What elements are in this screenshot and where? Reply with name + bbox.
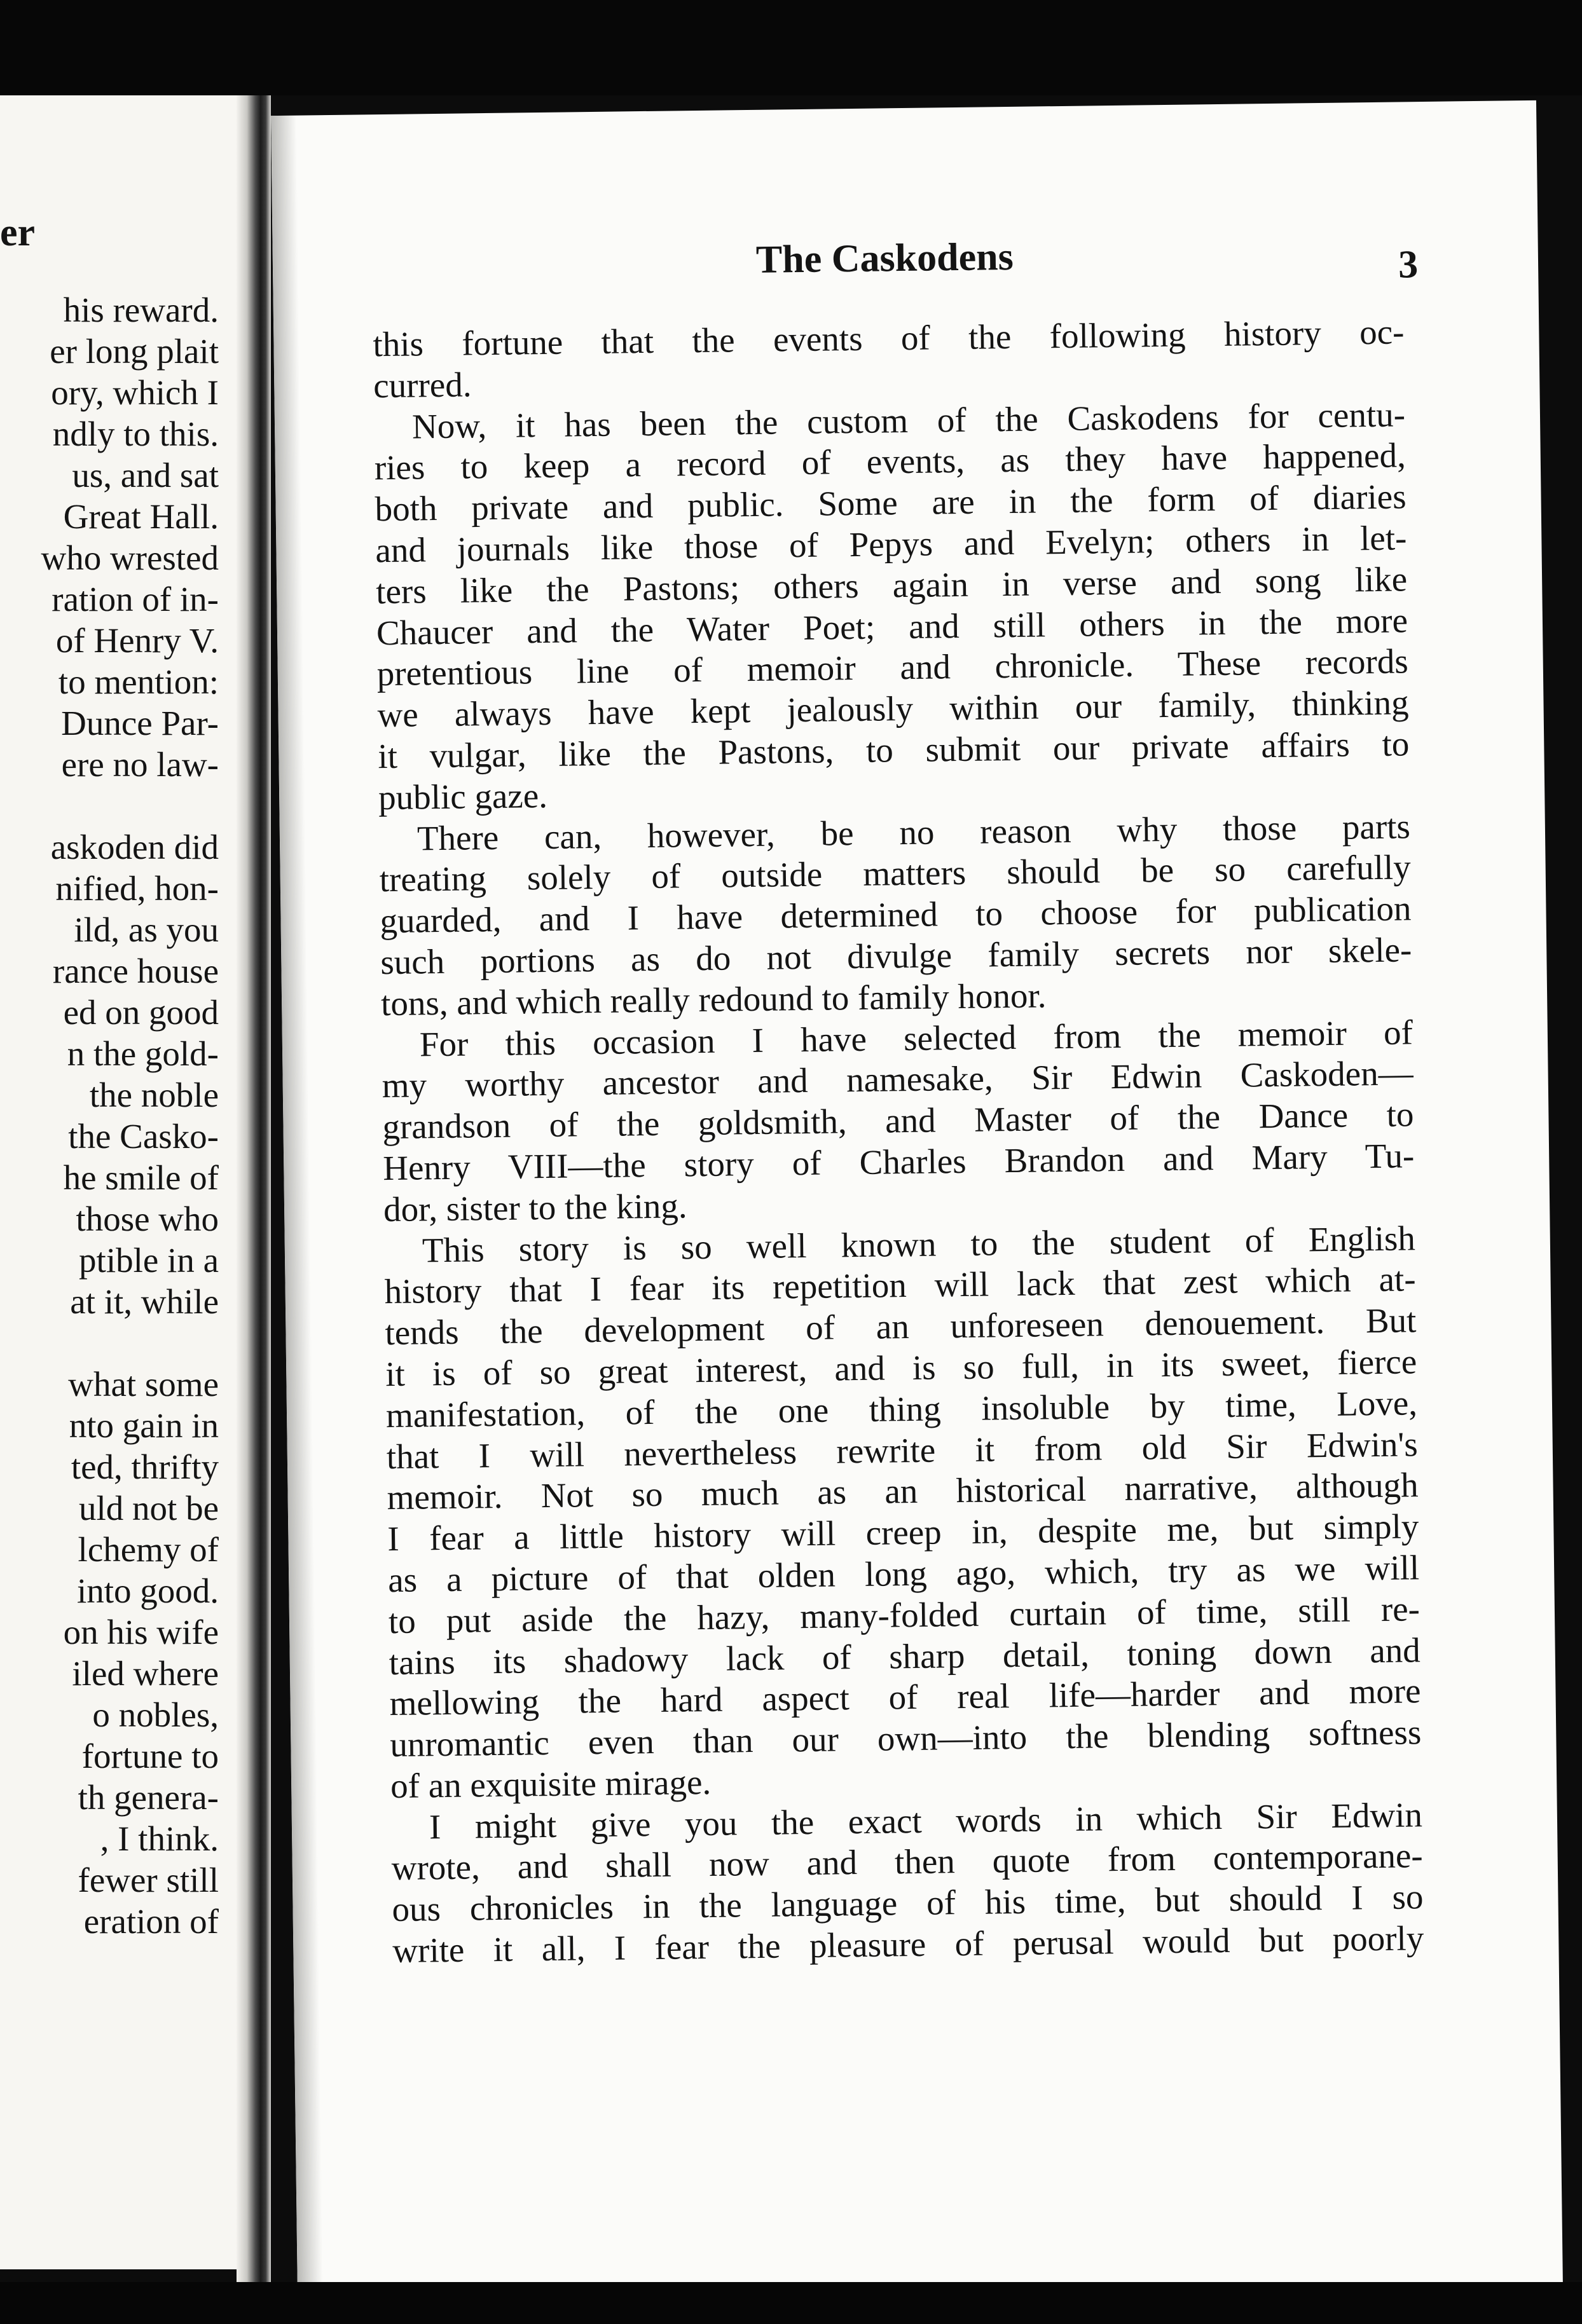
paragraph-gap xyxy=(0,785,219,826)
text-line: history that I fear its repetition will lack that zest which at- xyxy=(384,1259,1416,1311)
left-text-line: uld not be xyxy=(79,1489,219,1528)
text-line: pretentious line of memoir and chronicle. These records xyxy=(376,641,1409,694)
left-page xyxy=(0,95,237,2269)
left-text-line: into good. xyxy=(76,1571,219,1610)
text-line: my worthy ancestor and namesake, Sir Edwin Caskoden— xyxy=(382,1053,1413,1105)
text-line: it is of so great interest, and is so full, in its sweet, fierce xyxy=(385,1342,1417,1394)
text-line: memoir. Not so much as an historical narrative, although xyxy=(387,1465,1419,1517)
left-text-line: those who xyxy=(76,1200,219,1238)
page-number: 3 xyxy=(1398,243,1419,287)
left-text-line: lchemy of xyxy=(78,1530,219,1569)
text-line: mellowing the hard aspect of real life—harder and more xyxy=(389,1671,1421,1723)
right-page xyxy=(271,100,1563,2309)
left-text-line: of Henry V. xyxy=(55,621,219,660)
left-text-line: fewer still xyxy=(78,1861,219,1899)
running-title: The Caskodens xyxy=(755,235,1014,282)
text-line: grandson of the goldsmith, and Master of the Dance to xyxy=(382,1095,1414,1147)
body-text xyxy=(373,311,1424,1971)
text-line: dor, sister to the king. xyxy=(383,1186,687,1229)
left-text-line: n the gold- xyxy=(67,1034,219,1073)
text-line: it vulgar, like the Pastons, to submit our private affairs to xyxy=(378,724,1410,776)
text-line: ries to keep a record of events, as they have happened, xyxy=(374,435,1407,488)
left-text-line: o nobles, xyxy=(92,1695,219,1734)
text-line: this fortune that the events of the following history oc- xyxy=(373,312,1405,364)
left-text-line: rance house xyxy=(52,952,219,990)
left-text-line: the Casko- xyxy=(68,1117,219,1156)
text-line: such portions as do not divulge family secrets nor skele- xyxy=(380,930,1412,982)
text-line: Now, it has been the custom of the Caskodens for centu- xyxy=(411,394,1406,446)
text-line: curred. xyxy=(373,365,472,406)
left-text-line: ere no law- xyxy=(61,745,219,784)
left-text-line: ed on good xyxy=(63,993,219,1032)
text-line: as a picture of that olden long ago, which, try as we will xyxy=(387,1548,1420,1599)
text-line: ous chronicles in the language of his time, but should I so xyxy=(392,1877,1424,1929)
left-text-line: er long plait xyxy=(50,332,219,371)
left-text-line: nto gain in xyxy=(69,1406,219,1445)
scan-bottom-edge xyxy=(0,2282,1582,2324)
book-gutter xyxy=(237,95,271,2282)
text-line: tons, and which really redound to family honor. xyxy=(380,976,1047,1023)
text-line: wrote, and shall now and then quote from contemporane- xyxy=(391,1836,1424,1888)
left-text-line: iled where xyxy=(72,1654,219,1693)
text-line: tends the development of an unforeseen denouement. But xyxy=(385,1301,1417,1353)
left-text-line: askoden did xyxy=(50,828,219,866)
text-line: This story is so well known to the student of English xyxy=(422,1218,1416,1269)
text-line: Henry VIII—the story of Charles Brandon and Mary Tu- xyxy=(382,1136,1415,1188)
text-line: There can, however, be no reason why those parts xyxy=(416,806,1411,858)
left-text-line: on his wife xyxy=(63,1613,219,1651)
left-text-line: at it, while xyxy=(70,1282,219,1321)
text-line: unromantic even than our own—into the blending softness xyxy=(390,1712,1422,1765)
left-text-line: ted, thrifty xyxy=(71,1447,219,1486)
left-text-line: eration of xyxy=(83,1902,219,1941)
text-line: we always have kept jealously within our family, thinking xyxy=(377,683,1409,735)
left-text-line: ild, as you xyxy=(74,910,219,949)
scan-top-edge xyxy=(0,0,1582,95)
left-text-line: ration of in- xyxy=(52,580,219,619)
left-text-line: ptible in a xyxy=(79,1241,219,1280)
left-text-line: who wrested xyxy=(41,538,219,577)
left-text-line: the noble xyxy=(89,1076,219,1114)
left-text-line: , I think. xyxy=(100,1819,219,1858)
text-line: ters like the Pastons; others again in verse and song like xyxy=(375,559,1408,611)
left-text-line: fortune to xyxy=(81,1737,219,1775)
text-line: treating solely of outside matters should be so carefully xyxy=(379,847,1412,899)
text-line: I fear a little history will creep in, despite me, but simply xyxy=(387,1507,1419,1559)
text-line: that I will nevertheless rewrite it from old Sir Edwin's xyxy=(386,1424,1419,1476)
gutter-shadow xyxy=(271,116,323,2309)
left-text-line: what some xyxy=(68,1365,219,1404)
left-text-line: his reward. xyxy=(63,290,219,329)
text-line: For this occasion I have selected from the memoir of xyxy=(419,1012,1413,1063)
left-text-line: th genera- xyxy=(78,1778,219,1817)
text-line: write it all, I fear the pleasure of perusal would but poorly xyxy=(392,1918,1424,1971)
text-line: both private and public. Some are in the form of diaries xyxy=(375,477,1407,529)
text-line: Chaucer and the Water Poet; and still others in the more xyxy=(376,600,1408,652)
text-line: and journals like those of Pepys and Evelyn; others in let- xyxy=(375,518,1407,570)
left-text-line: us, and sat xyxy=(72,456,219,495)
left-text-line: nified, hon- xyxy=(55,869,219,908)
text-line: guarded, and I have determined to choose for publication xyxy=(380,889,1412,941)
text-line: public gaze. xyxy=(378,776,548,817)
paragraph-gap xyxy=(0,1322,219,1364)
left-text-line: ory, which I xyxy=(51,373,219,412)
left-text-line: he smile of xyxy=(63,1158,219,1197)
left-page-text xyxy=(0,289,219,1942)
text-line: manifestation, of the one thing insoluble by time, Love, xyxy=(385,1383,1418,1435)
text-line: of an exquisite mirage. xyxy=(390,1762,712,1805)
left-running-head: er xyxy=(0,211,36,254)
left-text-line: ndly to this. xyxy=(52,414,219,453)
text-line: to put aside the hazy, many-folded curtain of time, still re- xyxy=(388,1589,1420,1641)
left-text-line: Dunce Par- xyxy=(61,704,219,742)
text-line: I might give you the exact words in which Sir Edwin xyxy=(429,1794,1423,1847)
text-line: tains its shadowy lack of sharp detail, toning down and xyxy=(389,1630,1421,1682)
left-text-line: to mention: xyxy=(58,662,219,701)
left-text-line: Great Hall. xyxy=(63,497,219,536)
